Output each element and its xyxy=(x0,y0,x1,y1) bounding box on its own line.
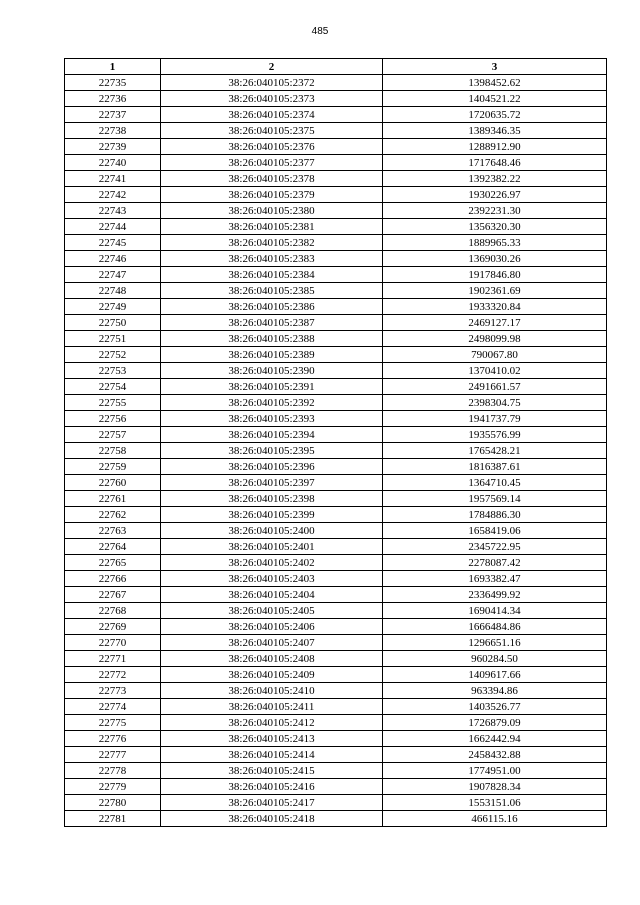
row-number-cell: 22746 xyxy=(65,251,161,267)
table-row xyxy=(65,747,607,763)
cadastral-number-cell: 38:26:040105:2373 xyxy=(161,91,383,107)
cadastral-number-cell: 38:26:040105:2390 xyxy=(161,363,383,379)
table-row xyxy=(65,203,607,219)
value-cell: 1957569.14 xyxy=(383,491,607,507)
row-number-cell: 22738 xyxy=(65,123,161,139)
value-cell: 1774951.00 xyxy=(383,763,607,779)
value-cell: 1392382.22 xyxy=(383,171,607,187)
value-cell: 1930226.97 xyxy=(383,187,607,203)
table-row xyxy=(65,427,607,443)
value-cell: 2392231.30 xyxy=(383,203,607,219)
cadastral-number-cell: 38:26:040105:2412 xyxy=(161,715,383,731)
row-number-cell: 22749 xyxy=(65,299,161,315)
value-cell: 1907828.34 xyxy=(383,779,607,795)
table-row xyxy=(65,811,607,827)
cadastral-number-cell: 38:26:040105:2405 xyxy=(161,603,383,619)
header-row xyxy=(65,59,607,75)
cadastral-number-cell: 38:26:040105:2375 xyxy=(161,123,383,139)
row-number-cell: 22755 xyxy=(65,395,161,411)
cadastral-number-cell: 38:26:040105:2411 xyxy=(161,699,383,715)
cadastral-number-cell: 38:26:040105:2415 xyxy=(161,763,383,779)
value-cell: 1398452.62 xyxy=(383,75,607,91)
row-number-cell: 22751 xyxy=(65,331,161,347)
value-cell: 1404521.22 xyxy=(383,91,607,107)
value-cell: 1784886.30 xyxy=(383,507,607,523)
table-body xyxy=(65,75,607,827)
value-cell: 1765428.21 xyxy=(383,443,607,459)
value-cell: 1389346.35 xyxy=(383,123,607,139)
table-row xyxy=(65,395,607,411)
value-cell: 2469127.17 xyxy=(383,315,607,331)
cadastral-number-cell: 38:26:040105:2379 xyxy=(161,187,383,203)
cadastral-number-cell: 38:26:040105:2398 xyxy=(161,491,383,507)
table-row xyxy=(65,267,607,283)
value-cell: 1889965.33 xyxy=(383,235,607,251)
table-row xyxy=(65,795,607,811)
cadastral-number-cell: 38:26:040105:2396 xyxy=(161,459,383,475)
row-number-cell: 22780 xyxy=(65,795,161,811)
table-row xyxy=(65,571,607,587)
value-cell: 1288912.90 xyxy=(383,139,607,155)
row-number-cell: 22761 xyxy=(65,491,161,507)
row-number-cell: 22777 xyxy=(65,747,161,763)
table-row xyxy=(65,731,607,747)
value-cell: 2345722.95 xyxy=(383,539,607,555)
row-number-cell: 22767 xyxy=(65,587,161,603)
row-number-cell: 22772 xyxy=(65,667,161,683)
row-number-cell: 22741 xyxy=(65,171,161,187)
value-cell: 466115.16 xyxy=(383,811,607,827)
row-number-cell: 22739 xyxy=(65,139,161,155)
table-row xyxy=(65,219,607,235)
value-cell: 1917846.80 xyxy=(383,267,607,283)
row-number-cell: 22771 xyxy=(65,651,161,667)
cadastral-number-cell: 38:26:040105:2385 xyxy=(161,283,383,299)
cadastral-number-cell: 38:26:040105:2418 xyxy=(161,811,383,827)
row-number-cell: 22743 xyxy=(65,203,161,219)
cadastral-number-cell: 38:26:040105:2383 xyxy=(161,251,383,267)
row-number-cell: 22769 xyxy=(65,619,161,635)
row-number-cell: 22781 xyxy=(65,811,161,827)
row-number-cell: 22742 xyxy=(65,187,161,203)
cadastral-number-cell: 38:26:040105:2406 xyxy=(161,619,383,635)
row-number-cell: 22762 xyxy=(65,507,161,523)
cadastral-number-cell: 38:26:040105:2389 xyxy=(161,347,383,363)
cadastral-number-cell: 38:26:040105:2372 xyxy=(161,75,383,91)
value-cell: 1364710.45 xyxy=(383,475,607,491)
row-number-cell: 22778 xyxy=(65,763,161,779)
row-number-cell: 22753 xyxy=(65,363,161,379)
cadastral-number-cell: 38:26:040105:2397 xyxy=(161,475,383,491)
column-header-3: 3 xyxy=(383,59,607,75)
value-cell: 2491661.57 xyxy=(383,379,607,395)
row-number-cell: 22747 xyxy=(65,267,161,283)
table-row xyxy=(65,459,607,475)
row-number-cell: 22752 xyxy=(65,347,161,363)
row-number-cell: 22768 xyxy=(65,603,161,619)
cadastral-number-cell: 38:26:040105:2376 xyxy=(161,139,383,155)
cadastral-number-cell: 38:26:040105:2386 xyxy=(161,299,383,315)
table-row xyxy=(65,171,607,187)
table-row xyxy=(65,251,607,267)
cadastral-number-cell: 38:26:040105:2410 xyxy=(161,683,383,699)
value-cell: 1933320.84 xyxy=(383,299,607,315)
table-row xyxy=(65,235,607,251)
row-number-cell: 22764 xyxy=(65,539,161,555)
cadastral-number-cell: 38:26:040105:2388 xyxy=(161,331,383,347)
row-number-cell: 22763 xyxy=(65,523,161,539)
row-number-cell: 22740 xyxy=(65,155,161,171)
table-row xyxy=(65,379,607,395)
row-number-cell: 22744 xyxy=(65,219,161,235)
value-cell: 963394.86 xyxy=(383,683,607,699)
row-number-cell: 22754 xyxy=(65,379,161,395)
value-cell: 1409617.66 xyxy=(383,667,607,683)
value-cell: 1553151.06 xyxy=(383,795,607,811)
page-number: 485 xyxy=(311,26,329,37)
table-row xyxy=(65,299,607,315)
row-number-cell: 22750 xyxy=(65,315,161,331)
row-number-cell: 22759 xyxy=(65,459,161,475)
cadastral-number-cell: 38:26:040105:2408 xyxy=(161,651,383,667)
table-row xyxy=(65,139,607,155)
table-row xyxy=(65,603,607,619)
row-number-cell: 22757 xyxy=(65,427,161,443)
row-number-cell: 22779 xyxy=(65,779,161,795)
cadastral-number-cell: 38:26:040105:2399 xyxy=(161,507,383,523)
value-cell: 1717648.46 xyxy=(383,155,607,171)
row-number-cell: 22765 xyxy=(65,555,161,571)
cadastral-number-cell: 38:26:040105:2404 xyxy=(161,587,383,603)
value-cell: 2336499.92 xyxy=(383,587,607,603)
row-number-cell: 22748 xyxy=(65,283,161,299)
value-cell: 1720635.72 xyxy=(383,107,607,123)
table-row xyxy=(65,475,607,491)
value-cell: 1690414.34 xyxy=(383,603,607,619)
row-number-cell: 22776 xyxy=(65,731,161,747)
cadastral-number-cell: 38:26:040105:2407 xyxy=(161,635,383,651)
registry-table xyxy=(64,58,607,827)
row-number-cell: 22745 xyxy=(65,235,161,251)
value-cell: 1296651.16 xyxy=(383,635,607,651)
value-cell: 1816387.61 xyxy=(383,459,607,475)
table-row xyxy=(65,155,607,171)
value-cell: 1662442.94 xyxy=(383,731,607,747)
cadastral-number-cell: 38:26:040105:2395 xyxy=(161,443,383,459)
table-row xyxy=(65,555,607,571)
table-row xyxy=(65,283,607,299)
cadastral-number-cell: 38:26:040105:2382 xyxy=(161,235,383,251)
table-row xyxy=(65,443,607,459)
cadastral-number-cell: 38:26:040105:2381 xyxy=(161,219,383,235)
cadastral-number-cell: 38:26:040105:2394 xyxy=(161,427,383,443)
table-row xyxy=(65,331,607,347)
cadastral-number-cell: 38:26:040105:2403 xyxy=(161,571,383,587)
value-cell: 1935576.99 xyxy=(383,427,607,443)
cadastral-number-cell: 38:26:040105:2400 xyxy=(161,523,383,539)
value-cell: 1369030.26 xyxy=(383,251,607,267)
value-cell: 2278087.42 xyxy=(383,555,607,571)
table-row xyxy=(65,123,607,139)
table-row xyxy=(65,635,607,651)
value-cell: 1356320.30 xyxy=(383,219,607,235)
cadastral-number-cell: 38:26:040105:2384 xyxy=(161,267,383,283)
cadastral-number-cell: 38:26:040105:2387 xyxy=(161,315,383,331)
cadastral-number-cell: 38:26:040105:2377 xyxy=(161,155,383,171)
cadastral-number-cell: 38:26:040105:2409 xyxy=(161,667,383,683)
row-number-cell: 22735 xyxy=(65,75,161,91)
cadastral-number-cell: 38:26:040105:2378 xyxy=(161,171,383,187)
column-header-2: 2 xyxy=(161,59,383,75)
row-number-cell: 22758 xyxy=(65,443,161,459)
table-row xyxy=(65,683,607,699)
table-row xyxy=(65,715,607,731)
table-row xyxy=(65,523,607,539)
value-cell: 1941737.79 xyxy=(383,411,607,427)
value-cell: 1658419.06 xyxy=(383,523,607,539)
table-row xyxy=(65,667,607,683)
row-number-cell: 22736 xyxy=(65,91,161,107)
table-row xyxy=(65,411,607,427)
row-number-cell: 22760 xyxy=(65,475,161,491)
table-row xyxy=(65,619,607,635)
table-row xyxy=(65,91,607,107)
cadastral-number-cell: 38:26:040105:2413 xyxy=(161,731,383,747)
table-row xyxy=(65,75,607,91)
table-row xyxy=(65,763,607,779)
cadastral-number-cell: 38:26:040105:2380 xyxy=(161,203,383,219)
cadastral-number-cell: 38:26:040105:2417 xyxy=(161,795,383,811)
value-cell: 790067.80 xyxy=(383,347,607,363)
value-cell: 2498099.98 xyxy=(383,331,607,347)
table-row xyxy=(65,107,607,123)
cadastral-number-cell: 38:26:040105:2414 xyxy=(161,747,383,763)
cadastral-number-cell: 38:26:040105:2402 xyxy=(161,555,383,571)
table-row xyxy=(65,187,607,203)
value-cell: 1666484.86 xyxy=(383,619,607,635)
column-header-1: 1 xyxy=(65,59,161,75)
cadastral-number-cell: 38:26:040105:2374 xyxy=(161,107,383,123)
row-number-cell: 22737 xyxy=(65,107,161,123)
row-number-cell: 22773 xyxy=(65,683,161,699)
cadastral-number-cell: 38:26:040105:2393 xyxy=(161,411,383,427)
value-cell: 2398304.75 xyxy=(383,395,607,411)
table-row xyxy=(65,315,607,331)
row-number-cell: 22775 xyxy=(65,715,161,731)
row-number-cell: 22766 xyxy=(65,571,161,587)
row-number-cell: 22774 xyxy=(65,699,161,715)
table-row xyxy=(65,491,607,507)
table-row xyxy=(65,779,607,795)
value-cell: 1902361.69 xyxy=(383,283,607,299)
table-row xyxy=(65,587,607,603)
table-row xyxy=(65,699,607,715)
cadastral-number-cell: 38:26:040105:2391 xyxy=(161,379,383,395)
row-number-cell: 22770 xyxy=(65,635,161,651)
row-number-cell: 22756 xyxy=(65,411,161,427)
cadastral-number-cell: 38:26:040105:2401 xyxy=(161,539,383,555)
table-row xyxy=(65,507,607,523)
value-cell: 2458432.88 xyxy=(383,747,607,763)
value-cell: 1693382.47 xyxy=(383,571,607,587)
table-row xyxy=(65,539,607,555)
value-cell: 1403526.77 xyxy=(383,699,607,715)
value-cell: 960284.50 xyxy=(383,651,607,667)
table-row xyxy=(65,651,607,667)
cadastral-number-cell: 38:26:040105:2392 xyxy=(161,395,383,411)
table-row xyxy=(65,347,607,363)
value-cell: 1370410.02 xyxy=(383,363,607,379)
cadastral-number-cell: 38:26:040105:2416 xyxy=(161,779,383,795)
table-row xyxy=(65,363,607,379)
value-cell: 1726879.09 xyxy=(383,715,607,731)
